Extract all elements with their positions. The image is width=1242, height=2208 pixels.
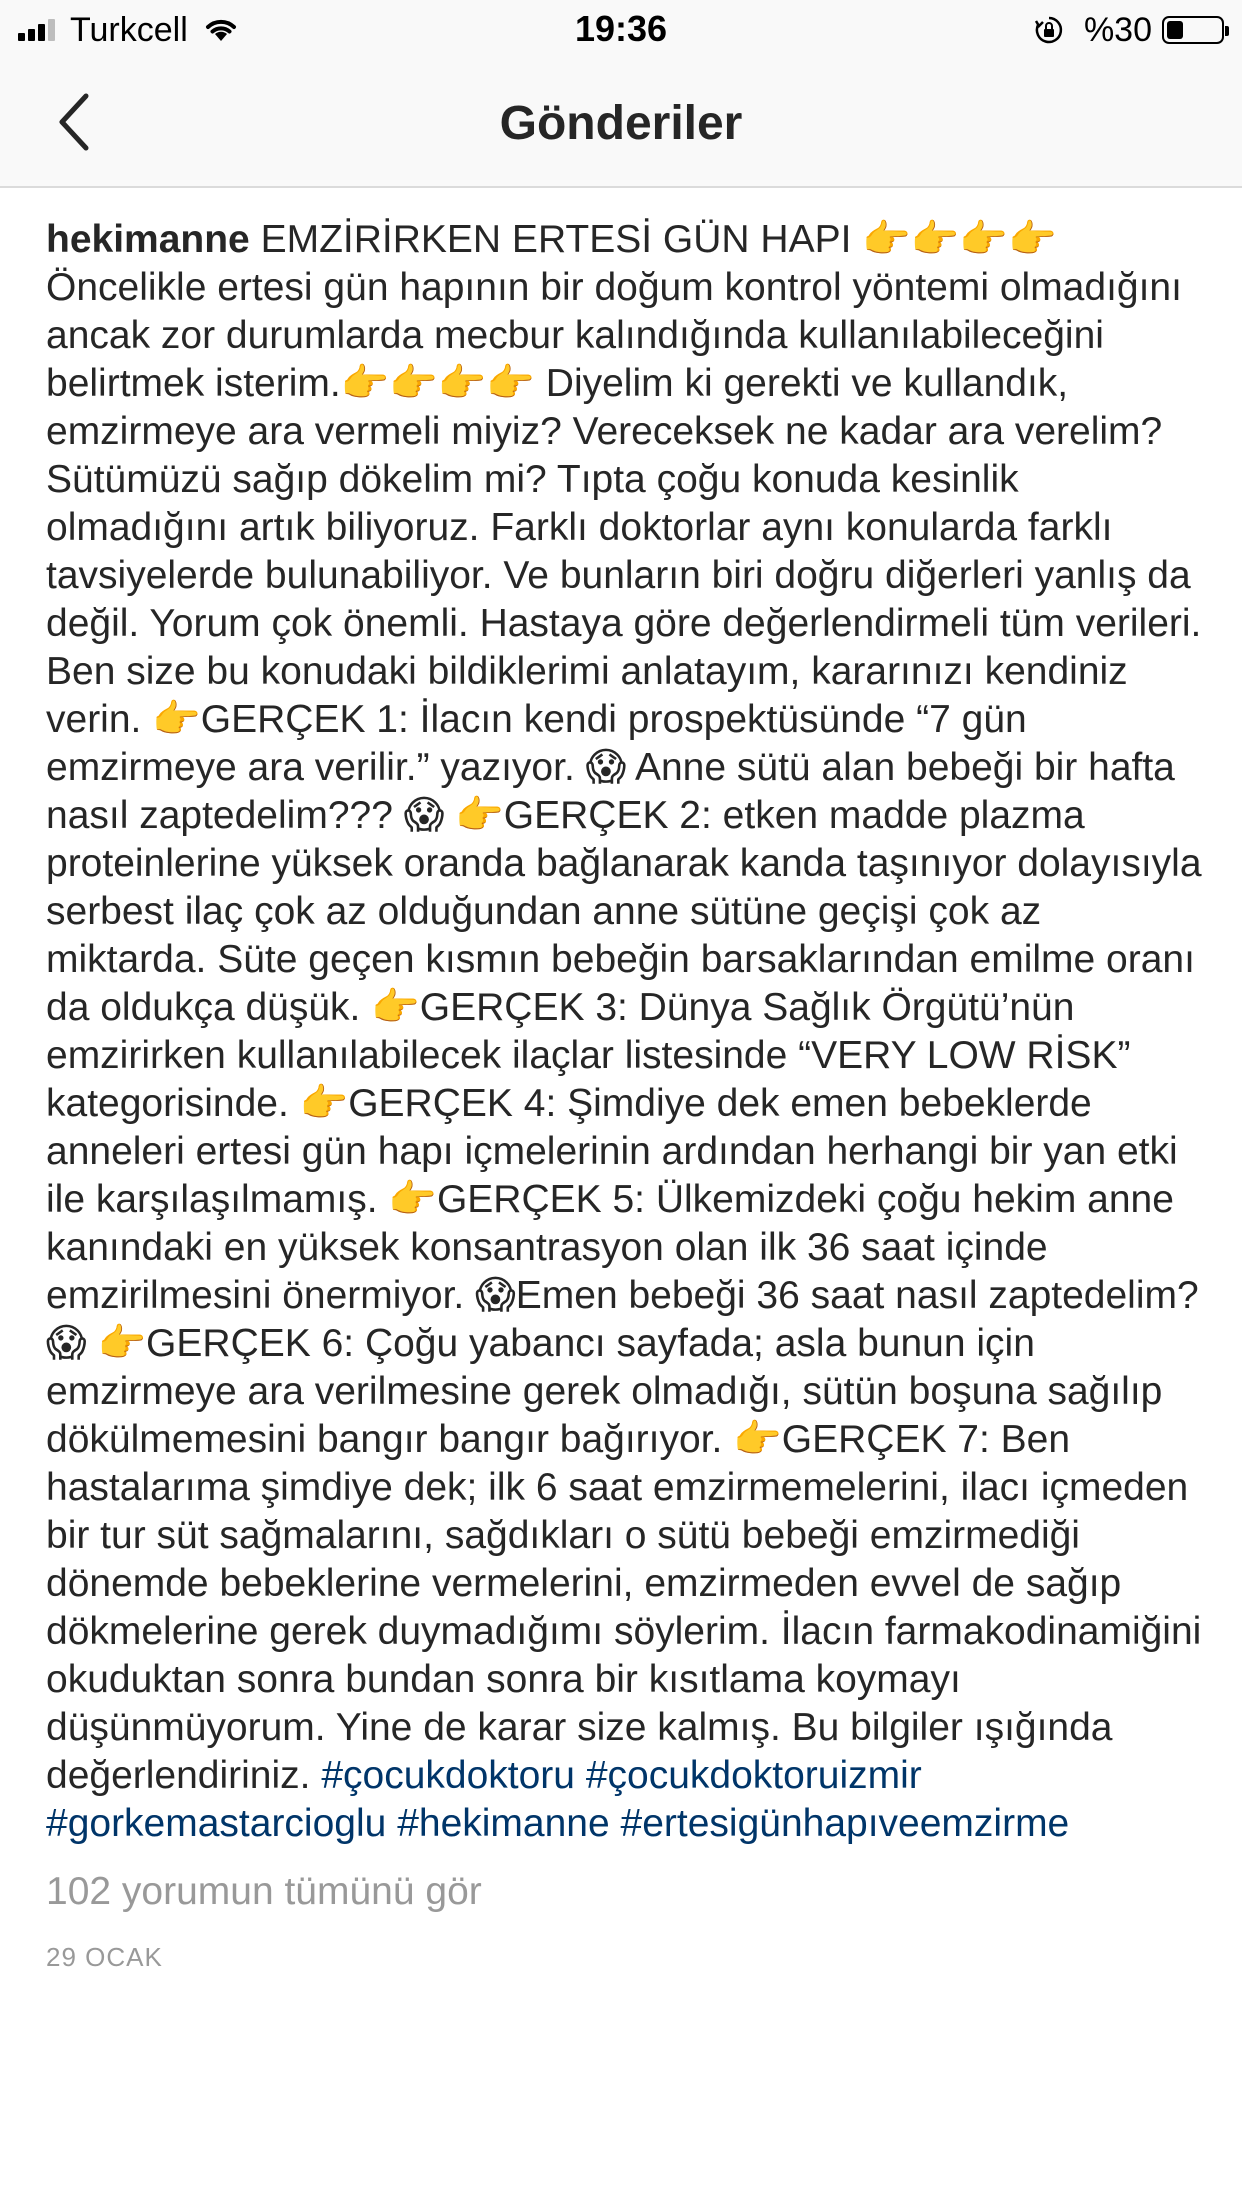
- orientation-lock-icon: [1034, 15, 1064, 45]
- hashtag[interactable]: #çocukdoktoru: [321, 1754, 575, 1797]
- post-caption: [46, 216, 1206, 1848]
- battery-icon: [1162, 16, 1224, 44]
- hashtag[interactable]: #hekimanne: [397, 1802, 610, 1845]
- carrier-name: Turkcell: [70, 10, 188, 49]
- post-content: [46, 216, 1206, 1973]
- battery-percent: %30: [1083, 10, 1152, 49]
- hashtag[interactable]: #gorkemastarcioglu: [46, 1802, 387, 1845]
- hashtag[interactable]: #ertesigünhapıveemzirme: [620, 1802, 1070, 1845]
- page-title: Gönderiler: [499, 97, 743, 150]
- battery-fill: [1167, 21, 1183, 39]
- status-right: [1034, 10, 1224, 50]
- navigation-bar: [0, 60, 1242, 188]
- status-time: 19:36: [574, 8, 668, 49]
- battery-tip: [1225, 26, 1229, 36]
- post-date: 29 OCAK: [46, 1942, 163, 1972]
- view-comments-link[interactable]: 102 yorumun tümünü gör: [46, 1870, 482, 1913]
- caption-text: EMZİRİRKEN ERTESİ GÜN HAPI 👉👉👉👉 Öncelikle ertesi gün hapının bir doğum kontrol yöntemi olmadığını ancak zor durumlarda mecbur kalındığında kullanılabileceğini belirtmek isterim.👉👉👉👉 Diyelim ki gerekti ve kullandık, emzirmeye ara vermeli miyiz? Vereceksek ne kadar ara verelim? Sütümüzü sağıp dökelim mi? Tıpta çoğu konuda kesinlik olmadığını artık biliyoruz. Farklı doktorlar aynı konularda farklı tavsiyelerde bulunabiliyor. Ve bunların biri doğru diğerleri yanlış da değil. Yorum çok önemli. Hastaya göre değerlendirmeli tüm verileri. Ben size bu konudaki bildiklerimi anlatayım, kararınızı kendiniz verin. 👉GERÇEK 1: İlacın kendi prospektüsünde “7 gün emzirmeye ara verilir.” yazıyor. 😱 Anne sütü alan bebeği bir hafta nasıl zaptedelim??? 😱 👉GERÇEK 2: etken madde plazma proteinlerine yüksek oranda bağlanarak kanda taşınıyor dolayısıyla serbest ilaç çok az olduğundan anne sütüne geçişi çok az miktarda. Süte geçen kısmın bebeğin barsaklarından emilme oranı da oldukça düşük. 👉GERÇEK 3: Dünya Sağlık Örgütü’nün emzirirken kullanılabilecek ilaçlar listesinde “VERY LOW RİSK” kategorisinde. 👉GERÇEK 4: Şimdiye dek emen bebeklerde anneleri ertesi gün hapı içmelerinin ardından herhangi bir yan etki ile karşılaşılmamış. 👉GERÇEK 5: Ülkemizdeki çoğu hekim anne kanındaki en yüksek konsantrasyon olan ilk 36 saat içinde emzirilmesini önermiyor. 😱Emen bebeği 36 saat nasıl zaptedelim? 😱 👉GERÇEK 6: Çoğu yabancı sayfada; asla bunun için emzirmeye ara verilmesine gerek olmadığı, sütün boşuna sağılıp dökülmemesini bangır bangır bağırıyor. 👉GERÇEK 7: Ben hastalarıma şimdiye dek; ilk 6 saat emzirmemelerini, ilacı içmeden bir tur süt sağmalarını, sağdıkları o sütü bebeği emzirmediği dönemde bebeklerine vermelerini, emzirmeden evvel de sağıp dökmelerine gerek duymadığımı söylerim. İlacın farmakodinamiğini okuduktan sonra bundan sonra bir kısıtlama koymayı düşünmüyorum. Yine de karar size kalmış. Bu bilgiler ışığında değerlendiriniz.: [46, 218, 1202, 1797]
- hashtag[interactable]: #çocukdoktoruizmir: [585, 1754, 922, 1797]
- status-bar: [0, 0, 1242, 60]
- username[interactable]: hekimanne: [46, 218, 250, 261]
